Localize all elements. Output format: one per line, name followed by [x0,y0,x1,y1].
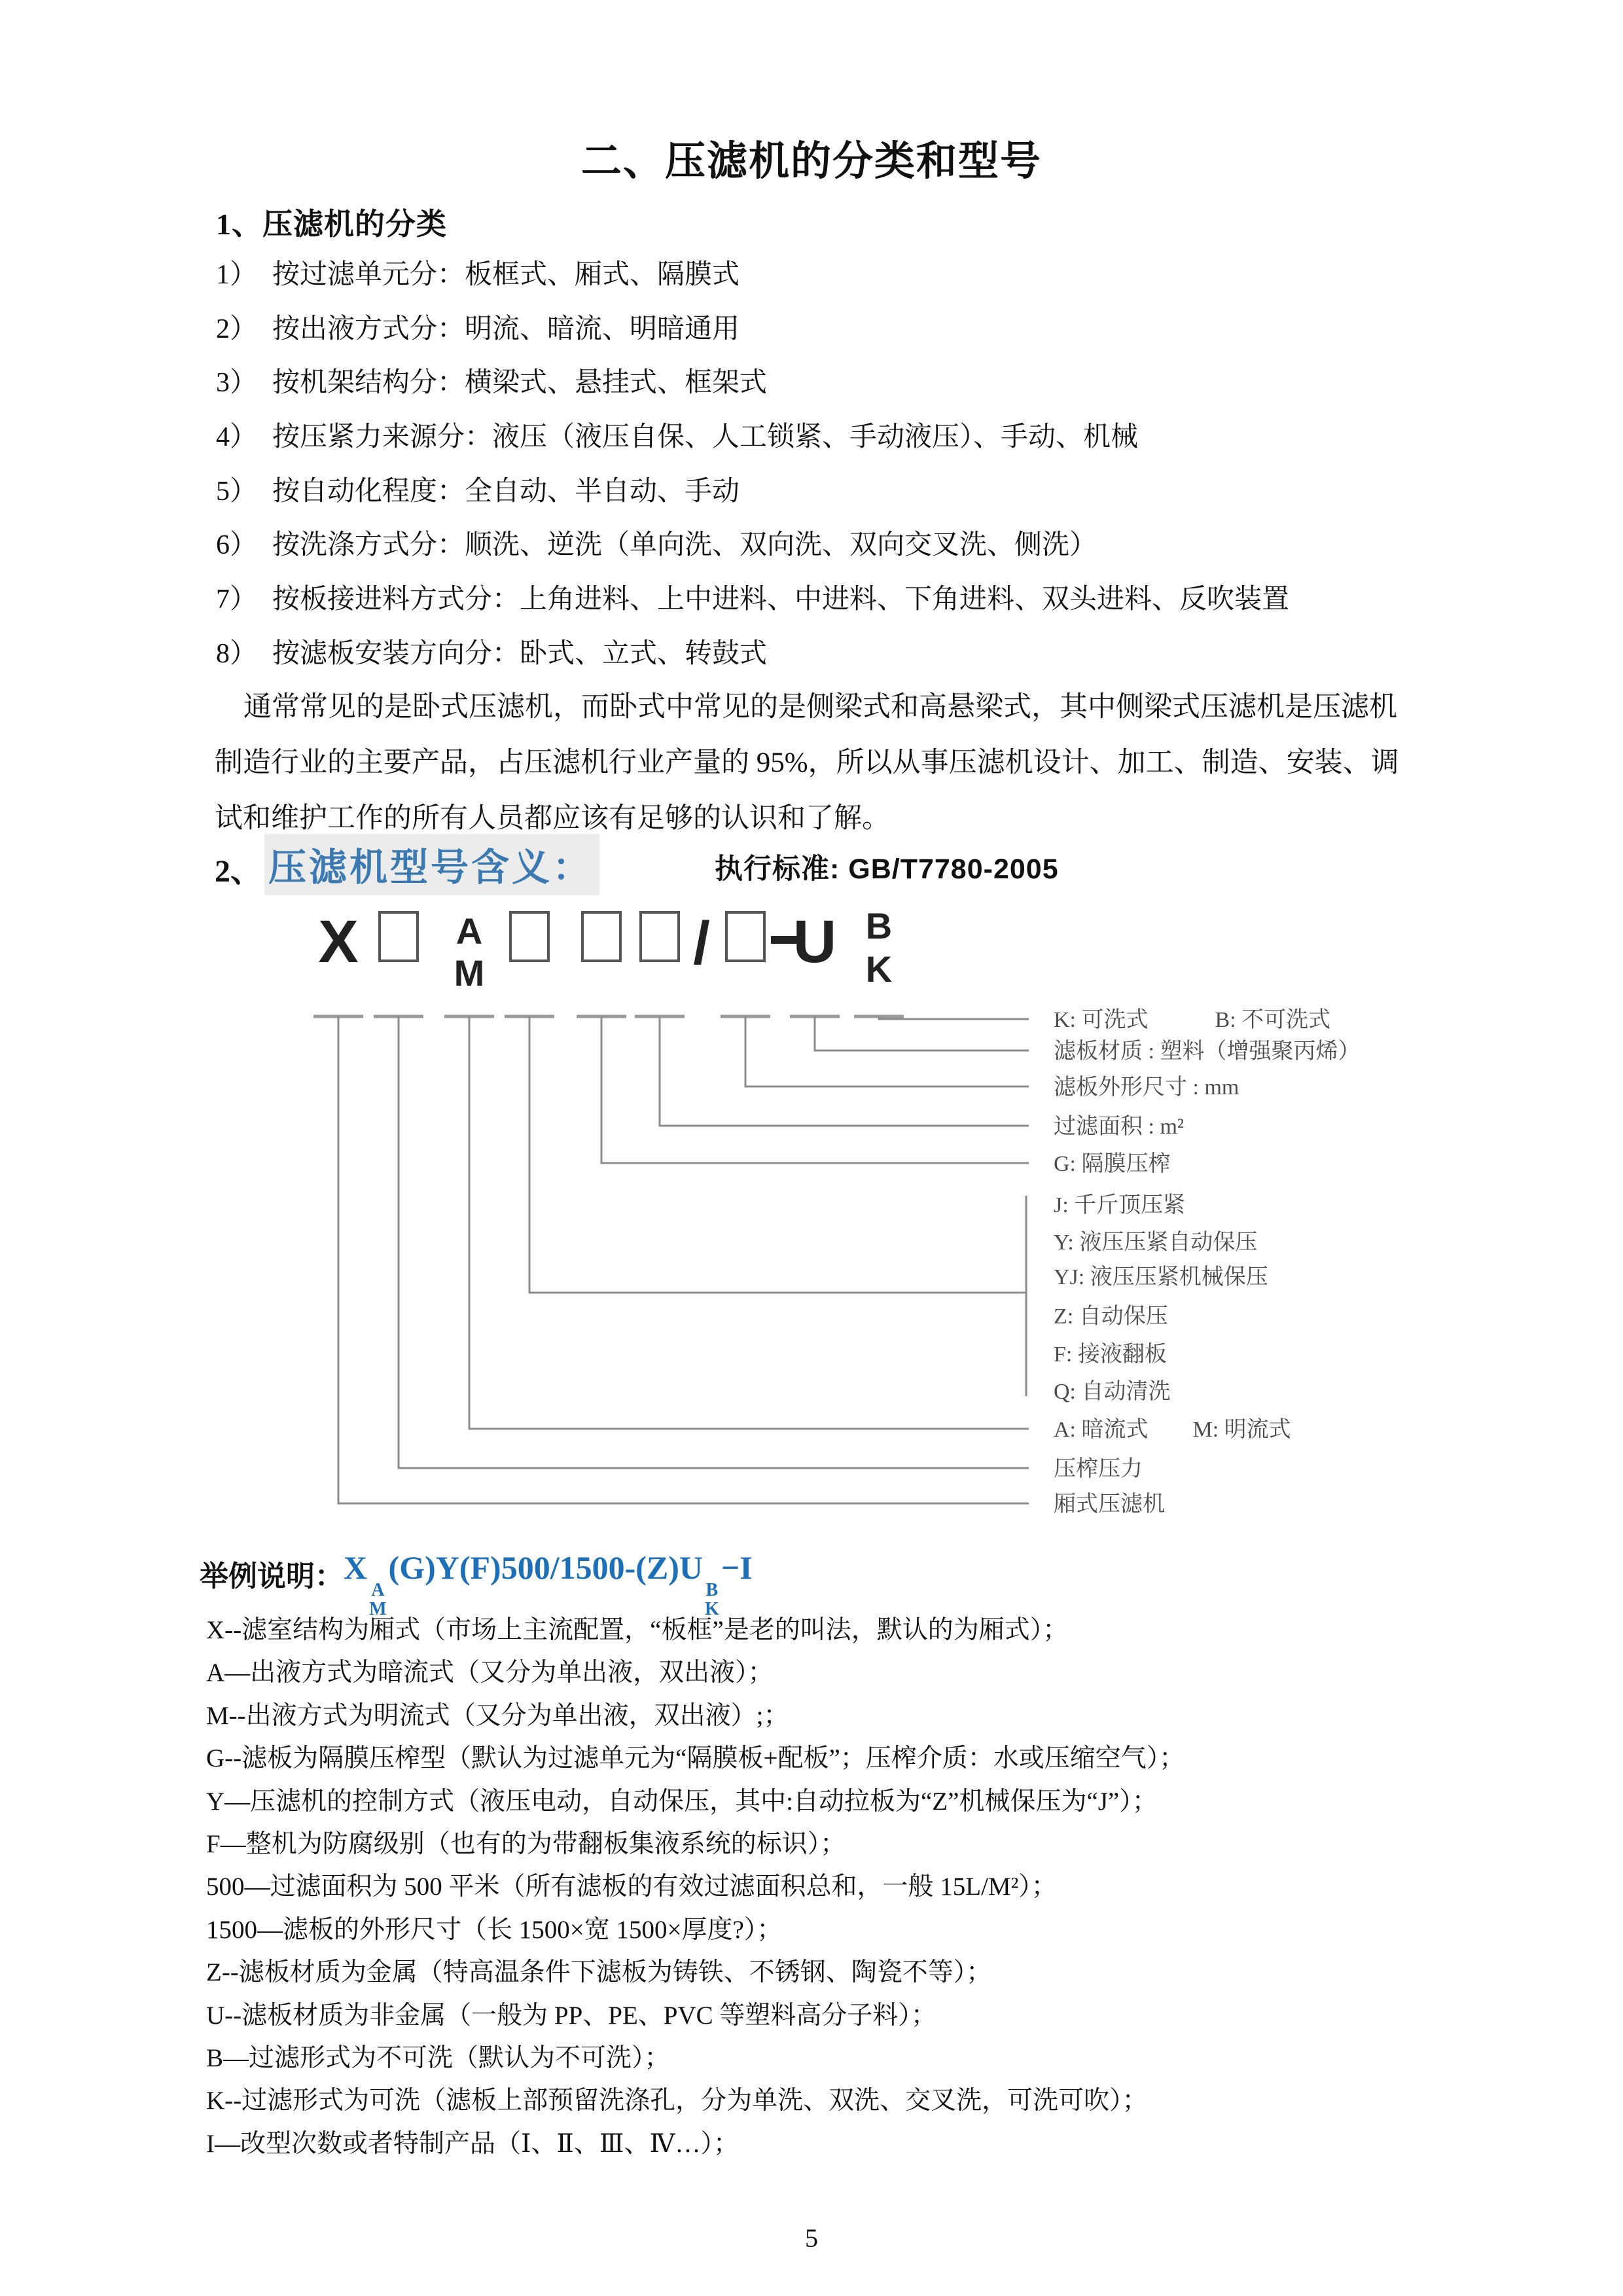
list-item-number: 3） [216,368,258,398]
paragraph-line: 制造行业的主要产品，占压滤机行业产量的 95%，所以从事压滤机设计、加工、制造、安装、调 [215,747,1399,778]
example-prefix: 举例说明： [200,1560,344,1592]
formula-mid: (G)Y(F)500/1500-(Z)U [388,1549,703,1586]
list-item [216,419,1138,456]
list-item [216,581,1289,618]
list-item [216,473,740,510]
formula-u-sub: K [705,1599,719,1619]
list-item-number: 4） [216,422,258,452]
list-item [216,365,767,401]
model-code-diagram [0,870,1623,1532]
list-item-text: 按自动化程度：全自动、半自动、手动 [272,476,740,507]
code-letter-x: X [318,908,359,975]
formula-x-sub: M [369,1599,387,1619]
list-item [216,527,1097,564]
page-number: 5 [805,2223,818,2253]
model-example-formula [344,1549,753,1619]
code-letter-m: M [454,952,485,994]
paragraph-line: 通常常见的是卧式压滤机，而卧式中常见的是侧梁式和高悬梁式，其中侧梁式压滤机是压滤机 [243,692,1397,723]
formula-tail: −I [721,1549,753,1586]
leader-u [815,1016,1029,1050]
explanation-line: U--滤板材质为非金属（一般为 PP、PE、PVC 等塑料高分子料）； [206,2001,936,2030]
explanation-line: B—过滤形式为不可洗（默认为不可洗）； [206,2044,670,2072]
section2-standard: 执行标准: GB/T7780-2005 [715,853,1059,885]
list-item-number: 6） [216,530,258,560]
code-letter-u: U [793,908,837,975]
diagram-labels [1054,1007,1360,1516]
leader-x [338,1016,1029,1503]
leader-box4 [529,1016,1026,1293]
explanation-line: F—整机为防腐级别（也有的为带翻板集液系统的标识）； [206,1830,846,1858]
list-item [216,311,740,348]
diagram-label: 厢式压滤机 [1054,1492,1165,1516]
diagram-label: Z: 自动保压 [1054,1304,1168,1329]
paragraph-line: 试和维护工作的所有人员都应该有足够的认识和了解。 [215,803,890,834]
formula-x-sup: A [371,1580,385,1600]
diagram-label: 滤板外形尺寸 : mm [1054,1075,1240,1100]
list-item-text: 按过滤单元分：板框式、厢式、隔膜式 [272,260,740,290]
leader-am [469,1016,1029,1429]
code-box [641,912,679,961]
list-item-number: 8） [216,639,258,669]
diagram-label: 滤板材质 : 塑料（增强聚丙烯） [1054,1039,1361,1064]
list-item-number: 2） [216,314,258,344]
diagram-label: YJ: 液压压紧机械保压 [1054,1265,1268,1289]
list-item-text: 按洗涤方式分：顺洗、逆洗（单向洗、双向洗、双向交叉洗、侧洗） [272,530,1097,560]
formula-u-sup: B [705,1580,719,1600]
explanation-line: I—改型次数或者特制产品（Ⅰ、Ⅱ、Ⅲ、Ⅳ…）； [206,2130,739,2158]
list-item-text: 按滤板安装方向分：卧式、立式、转鼓式 [272,639,768,669]
list-item [216,257,740,293]
code-letter-b: B [865,905,893,946]
section2-number: 2、 [215,854,262,889]
list-item-text: 按出液方式分：明流、暗流、明暗通用 [272,314,740,344]
code-box [726,912,764,961]
page-title: 二、压滤机的分类和型号 [580,139,1042,184]
list-item-text: 按板接进料方式分：上角进料、上中进料、中进料、下角进料、双头进料、反吹装置 [272,584,1290,615]
code-letter-k: K [865,948,893,990]
diagram-label: G: 隔膜压榨 [1054,1152,1171,1176]
section1-heading: 1、压滤机的分类 [216,207,447,241]
diagram-label: F: 接液翻板 [1054,1342,1167,1367]
explanation-line: G--滤板为隔膜压榨型（默认为过滤单元为“隔膜板+配板”；压榨介质：水或压缩空气）； [206,1744,1185,1772]
explanation-line: Y—压滤机的控制方式（液压电动，自动保压，其中:自动拉板为“Z”机械保压为“J”）； [206,1787,1158,1816]
diagram-label: Q: 自动清洗 [1054,1380,1171,1404]
section2-heading: 压滤机型号含义： [264,834,599,895]
code-box [582,912,620,961]
list-item-text: 按机架结构分：横梁式、悬挂式、框架式 [272,368,768,398]
list-item-number: 1） [216,260,258,290]
list-item-text: 按压紧力来源分：液压（液压自保、人工锁紧、手动液压）、手动、机械 [272,422,1139,452]
explanation-line: K--过滤形式为可洗（滤板上部预留洗涤孔，分为单洗、双洗、交叉洗，可洗可吹）； [206,2087,1148,2115]
explanation-line: 500—过滤面积为 500 平米（所有滤板的有效过滤面积总和，一般 15L/M²）； [206,1873,1057,1901]
leader-lines [338,1016,1029,1503]
leader-box6 [660,1016,1029,1126]
explanation-line: A—出液方式为暗流式（又分为单出液，双出液）； [206,1659,774,1687]
list-item-number: 7） [216,584,258,615]
diagram-label: 压榨压力 [1054,1457,1143,1481]
model-code-symbols [318,905,892,994]
code-letter-a: A [455,910,483,952]
diagram-label: Y: 液压压紧自动保压 [1054,1230,1258,1255]
diagram-label: 过滤面积 : m² [1054,1115,1185,1139]
explanation-line: Z--滤板材质为金属（特高温条件下滤板为铸铁、不锈钢、陶瓷不等）； [206,1958,992,1986]
explanation-line: X--滤室结构为厢式（市场上主流配置，“板框”是老的叫法，默认的为厢式）； [206,1616,1069,1644]
code-slash: / [693,910,710,977]
explanation-line: 1500—滤板的外形尺寸（长 1500×宽 1500×厚度?）； [206,1916,783,1944]
diagram-label: J: 千斤顶压紧 [1054,1193,1186,1217]
list-item [216,636,767,672]
code-box [510,912,548,961]
code-box [380,912,418,961]
leader-box2 [399,1016,1029,1468]
diagram-label: A: 暗流式 M: 明流式 [1054,1418,1291,1442]
explanation-line: M--出液方式为明流式（又分为单出液，双出液）;； [206,1702,789,1730]
list-item-number: 5） [216,476,258,507]
diagram-label: K: 可洗式 B: 不可洗式 [1054,1008,1331,1032]
formula-x: X [344,1549,368,1586]
